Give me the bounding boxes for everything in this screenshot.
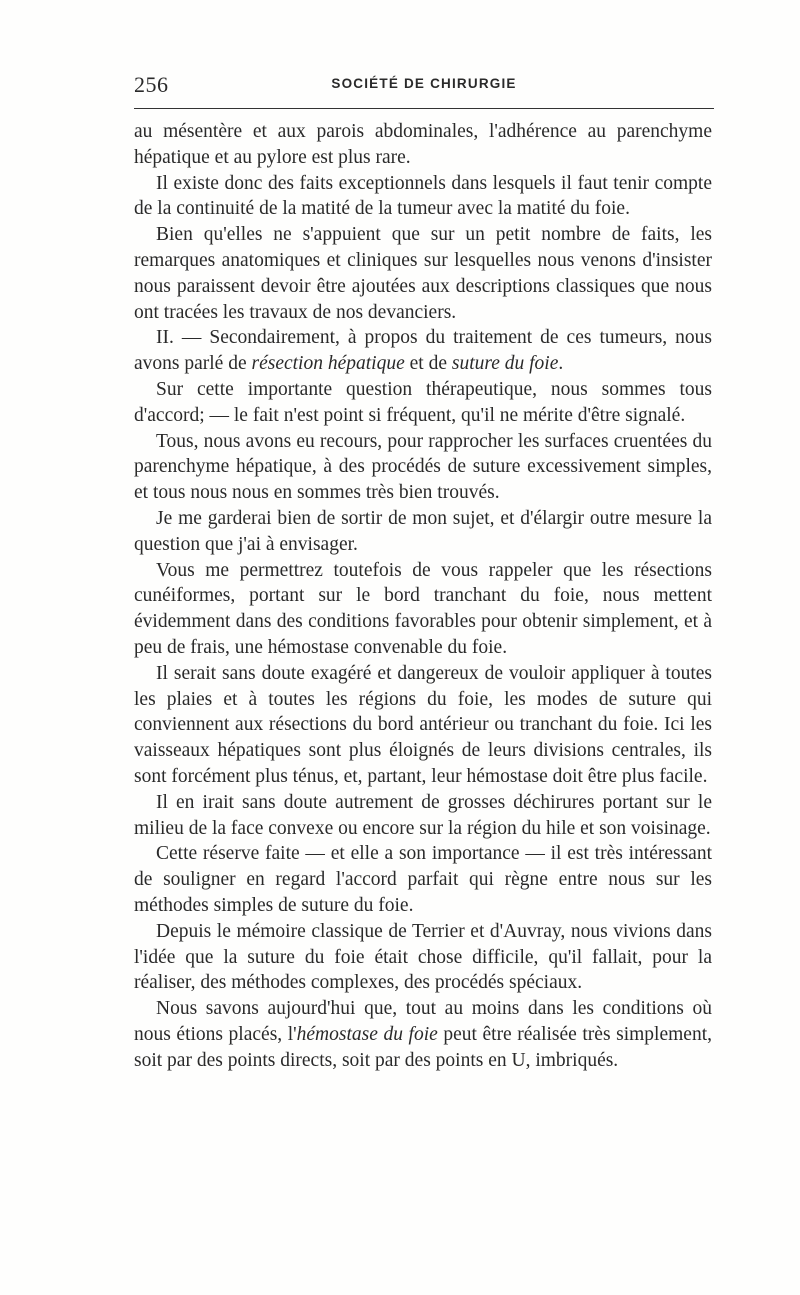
paragraph-section-ii: II. — Secondairement, à propos du traitement de ces tumeurs, nous avons parlé de résection hépatique et de suture du foie. [134,327,712,375]
paragraph: Il serait sans doute exagéré et dangereux de vouloir appliquer à toutes les plaies et à toutes les régions du foie, les modes de suture qui conviennent aux résections du bord antérieur ou tranchant du foie. Ici les vaisseaux hépatiques sont plus éloignés de leurs divisions centrales, ils sont forcément plus ténus, et, partant, leur hémostase doit être plus facile. [134,662,712,787]
paragraph: Bien qu'elles ne s'appuient que sur un petit nombre de faits, les remarques anatomiques et cliniques sur lesquelles nous venons d'insister nous paraissent devoir être ajoutées aux descriptions classiques que nous ont tracées les travaux de nos devanciers. [134,224,712,323]
paragraph-final: Nous savons aujourd'hui que, tout au moins dans les conditions où nous étions placés, l'hémostase du foie peut être réalisée très simplement, soit par des points directs, soit par des points en U, imbriqués. [134,998,712,1071]
paragraph: Depuis le mémoire classique de Terrier et d'Auvray, nous vivions dans l'idée que la suture du foie était chose difficile, qu'il fallait, pour la réaliser, des méthodes complexes, des procédés spéciaux. [134,920,712,994]
italic-term-resection: résection hépatique [251,353,405,375]
paragraph-continuation: au mésentère et aux parois abdominales, l'adhérence au parenchyme hépatique et au pylore est plus rare. [134,121,712,168]
paragraph: Cette réserve faite — et elle a son importance — il est très intéressant de souligner en regard l'accord parfait qui règne entre nous sur les méthodes simples de suture du foie. [134,843,712,916]
italic-term-hemostase: hémostase du foie [296,1023,438,1045]
paragraph: Je me garderai bien de sortir de mon sujet, et d'élargir outre mesure la question que j'ai à envisager. [134,507,712,555]
paragraph: Tous, nous avons eu recours, pour rapprocher les surfaces cruentées du parenchyme hépatique, à des procédés de suture excessivement simples, et tous nous nous en sommes très bien trouvés. [134,430,712,504]
paragraph: Sur cette importante question thérapeutique, nous sommes tous d'accord; — le fait n'est point si fréquent, qu'il ne mérite d'être signalé. [134,378,712,426]
running-head [134,70,714,100]
header-rule [134,108,714,109]
paragraph: Il en irait sans doute autrement de grosses déchirures portant sur le milieu de la face convexe ou encore sur la région du hile et son voisinage. [134,791,712,839]
page-number: 256 [134,72,169,97]
italic-term-suture: suture du foie [451,353,559,375]
journal-title: SOCIÉTÉ DE CHIRURGIE [331,76,517,91]
paragraph: Vous me permettrez toutefois de vous rappeler que les résections cunéiformes, portant sur le bord tranchant du foie, nous mettent évidemment dans des conditions favorables pour obtenir simplement, et à peu de frais, une hémostase convenable du foie. [134,559,712,658]
body-text [134,119,712,1073]
paragraph: Il existe donc des faits exceptionnels dans lesquels il faut tenir compte de la continuité de la matité de la tumeur avec la matité du foie. [134,172,712,220]
